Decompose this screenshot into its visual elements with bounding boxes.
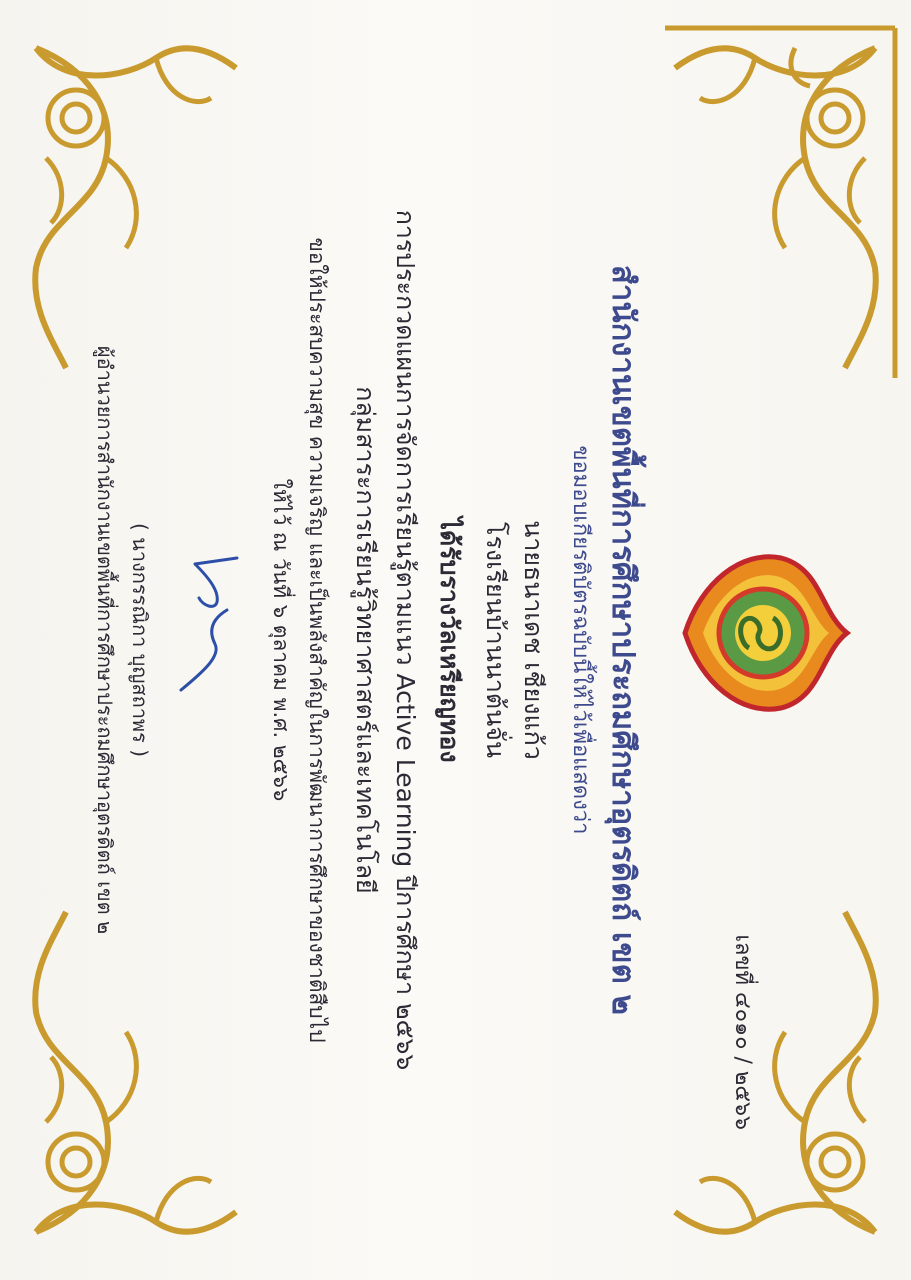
recipient-name: นายธนาเดช เชียงแก้ว — [519, 520, 548, 760]
certificate-number: เลขที่ ๔๐๑๐ / ๒๕๖๖ — [730, 934, 755, 1130]
subject-group-text: กลุ่มสาระการเรียนรู้วิทยาศาสตร์และเทคโนโลยี — [351, 386, 380, 894]
signature-icon — [171, 540, 251, 700]
award-text: ได้รับรางวัลเหรียญทอง — [435, 517, 464, 763]
recipient-school: โรงเรียนบ้านนาต้นจั่น — [481, 522, 510, 758]
obec-emblem-icon — [681, 548, 851, 718]
signer-title: ผู้อำนวยการสำนักงานเขตพื้นที่การศึกษาประถมศึกษาอุตรดิตถ์ เขต ๒ — [93, 345, 117, 935]
blessing-text: ขอให้ประสบความสุข ความเจริญ และเป็นพลังสำคัญในการพัฒนาการศึกษาของชาติสืบไป — [305, 237, 329, 1043]
intro-text: ขอมอบเกียรติบัตรฉบับนี้ให้ไว้เพื่อแสดงว่า — [568, 445, 593, 835]
signer-name: ( นางกรรณิกา บุญสถาพร ) — [128, 522, 152, 758]
competition-text: การประกวดแผนการจัดการเรียนรู้ตามแนว Active Learning ปีการศึกษา ๒๕๖๖ — [391, 209, 420, 1071]
issuer-title: สำนักงานเขตพื้นที่การศึกษาประถมศึกษาอุตรดิตถ์ เขต ๒ — [605, 265, 641, 1015]
issue-date: ให้ไว้ ณ วันที่ ๖ ตุลาคม พ.ศ. ๒๕๖๖ — [269, 478, 293, 802]
